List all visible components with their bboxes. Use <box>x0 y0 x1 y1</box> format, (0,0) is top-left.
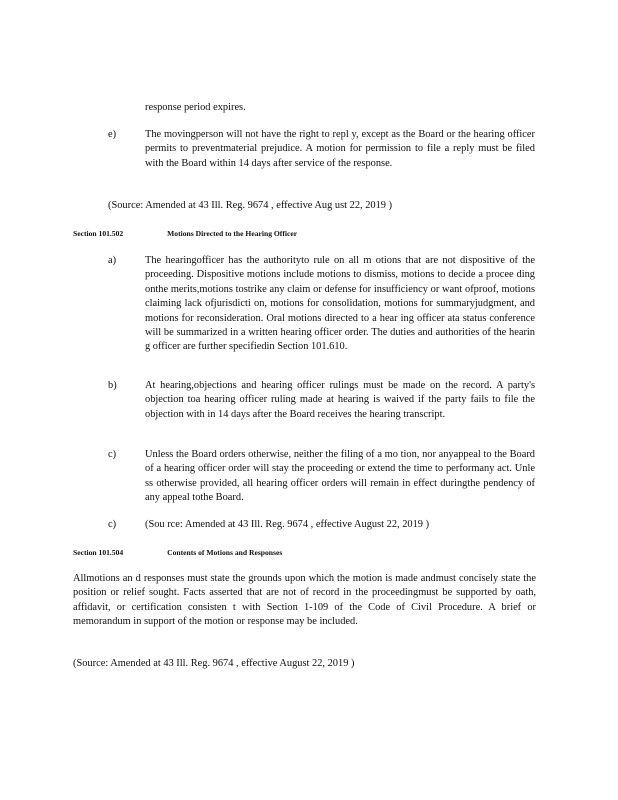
item-e-text: The movingperson will not have the right to repl y, except as the Board or the hearing officer permits to preventmaterial prejudice. A motion for permission to file a reply must be filed with the Board within 14 days after service of the response. <box>145 129 535 169</box>
item-label-e: e) <box>108 129 117 140</box>
item-c-text: Unless the Board orders otherwise, neither the filing of a mo tion, nor anyappeal to the Board of a hearing officer order will stay the proceeding or extend the time to performany act. Unle ss otherwise provided, all hearing officer orders will remain in effect duringthe pendency of any appeal tothe Board. <box>145 449 535 504</box>
source-note: (Source: Amended at 43 Ill. Reg. 9674 , effective August 22, 2019 ) <box>73 658 355 669</box>
section-heading-101-502 <box>73 229 297 239</box>
source-note: (Sou rce: Amended at 43 Ill. Reg. 9674 , effective August 22, 2019 ) <box>145 519 430 530</box>
item-label-b: b) <box>108 380 117 391</box>
item-label-c: c) <box>108 449 117 460</box>
section-504-body: Allmotions an d responses must state the grounds upon which the motion is made andmust concisely state the position or relief sought. Facts asserted that are not of record in the proceedingmust be supported by oath, affidavit, or certification consisten t with Section 1-109 of the Code of Civil Procedure. A brief or memorandum in support of the motion or response may be included. <box>73 573 536 628</box>
section-number: Section 101.502 <box>73 229 124 238</box>
item-a-text: The hearingofficer has the authorityto rule on all m otions that are not dispositive of the proceeding. Dispositive motions include motions to dismiss, motions to decide a procee ding onthe merits,motions tostrike any claim or defense for insufficiency or want ofproof, motions claiming lack ofjurisdicti on, motions for consolidation, motions for summaryjudgment, and motions for reconsideration. Oral motions directed to a hear ing officer ata status conference will be summarized in a written hearing officer order. The duties and authorities of the hearin g officer are further specifiedin Section 101.610. <box>145 255 535 353</box>
section-title: Contents of Motions and Responses <box>167 548 283 557</box>
source-note: (Source: Amended at 43 Ill. Reg. 9674 , effective Aug ust 22, 2019 ) <box>108 200 393 211</box>
continued-text: response period expires. <box>145 102 246 113</box>
item-b-text: At hearing,objections and hearing officer rulings must be made on the record. A party's objection toa hearing officer ruling made at hearing is waived if the party fails to file the objection with in 14 days after the Board receives the hearing transcript. <box>145 380 535 420</box>
item-label-a: a) <box>108 255 117 266</box>
source-label-c: c) <box>108 519 117 530</box>
section-title: Motions Directed to the Hearing Officer <box>167 229 298 238</box>
section-heading-101-504 <box>73 548 282 558</box>
section-number: Section 101.504 <box>73 548 124 557</box>
